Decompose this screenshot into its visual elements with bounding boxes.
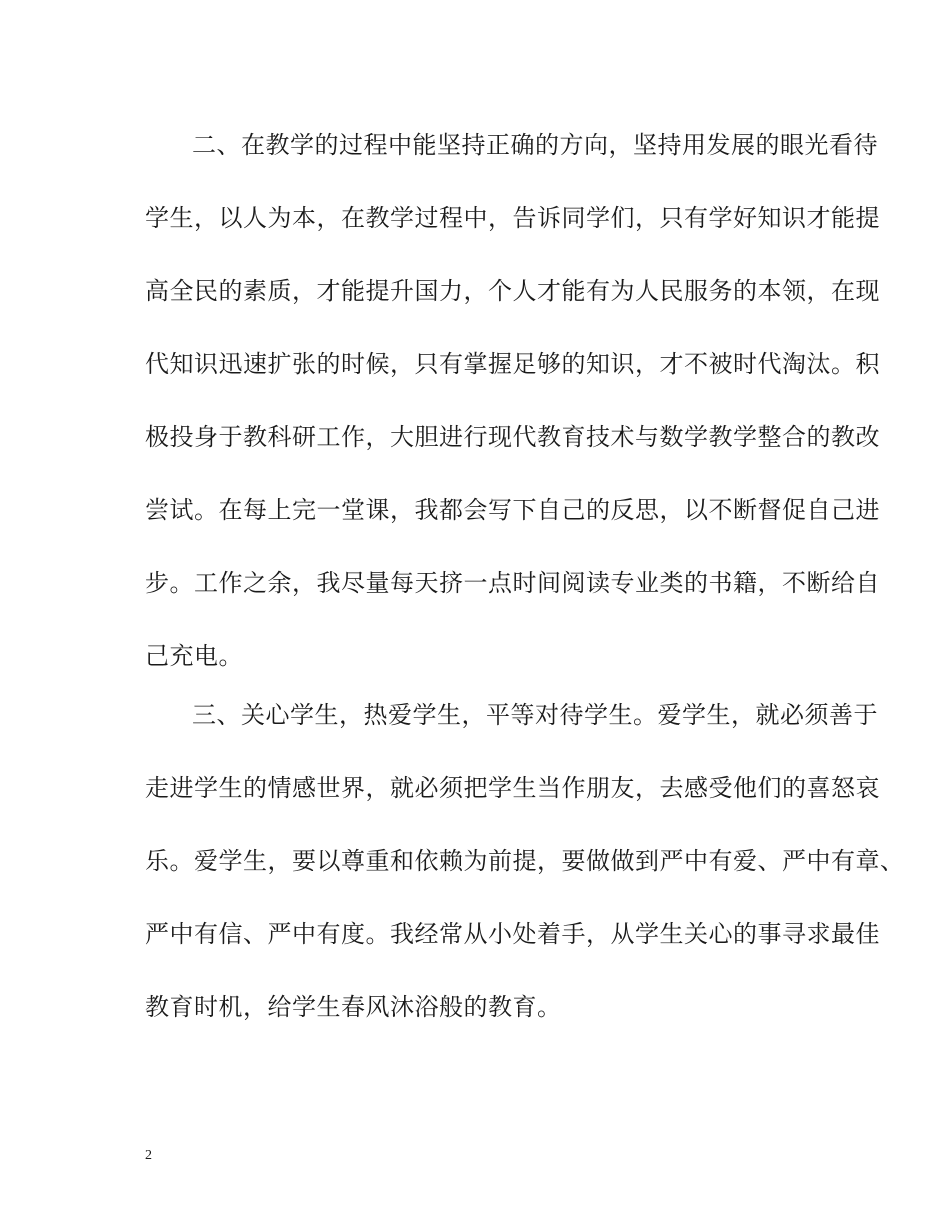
paragraph-2-line-4: 严中有信、严中有度。我经常从小处着手，从学生关心的事寻求最佳	[145, 920, 880, 948]
paragraph-1-line-8: 己充电。	[145, 642, 243, 670]
page-number: 2	[145, 1148, 152, 1163]
paragraph-1-line-5: 极投身于教科研工作，大胆进行现代教育技术与数学教学整合的教改	[145, 423, 880, 451]
paragraph-1-line-6: 尝试。在每上完一堂课，我都会写下自己的反思，以不断督促自己进	[145, 496, 880, 524]
paragraph-1-line-3: 高全民的素质，才能提升国力，个人才能有为人民服务的本领，在现	[145, 277, 880, 305]
paragraph-1-line-4: 代知识迅速扩张的时候，只有掌握足够的知识，才不被时代淘汰。积	[145, 350, 880, 378]
paragraph-2-line-2: 走进学生的情感世界，就必须把学生当作朋友，去感受他们的喜怒哀	[145, 774, 880, 802]
paragraph-2-line-1: 三、关心学生，热爱学生，平等对待学生。爱学生，就必须善于	[192, 701, 878, 729]
paragraph-1-line-2: 学生，以人为本，在教学过程中，告诉同学们，只有学好知识才能提	[145, 204, 880, 232]
paragraph-2-line-3: 乐。爱学生，要以尊重和依赖为前提，要做做到严中有爱、严中有章、	[145, 847, 905, 875]
paragraph-2-line-5: 教育时机，给学生春风沐浴般的教育。	[145, 993, 562, 1021]
paragraph-1-line-7: 步。工作之余，我尽量每天挤一点时间阅读专业类的书籍，不断给自	[145, 569, 880, 597]
paragraph-1-line-1: 二、在教学的过程中能坚持正确的方向，坚持用发展的眼光看待	[192, 131, 878, 159]
